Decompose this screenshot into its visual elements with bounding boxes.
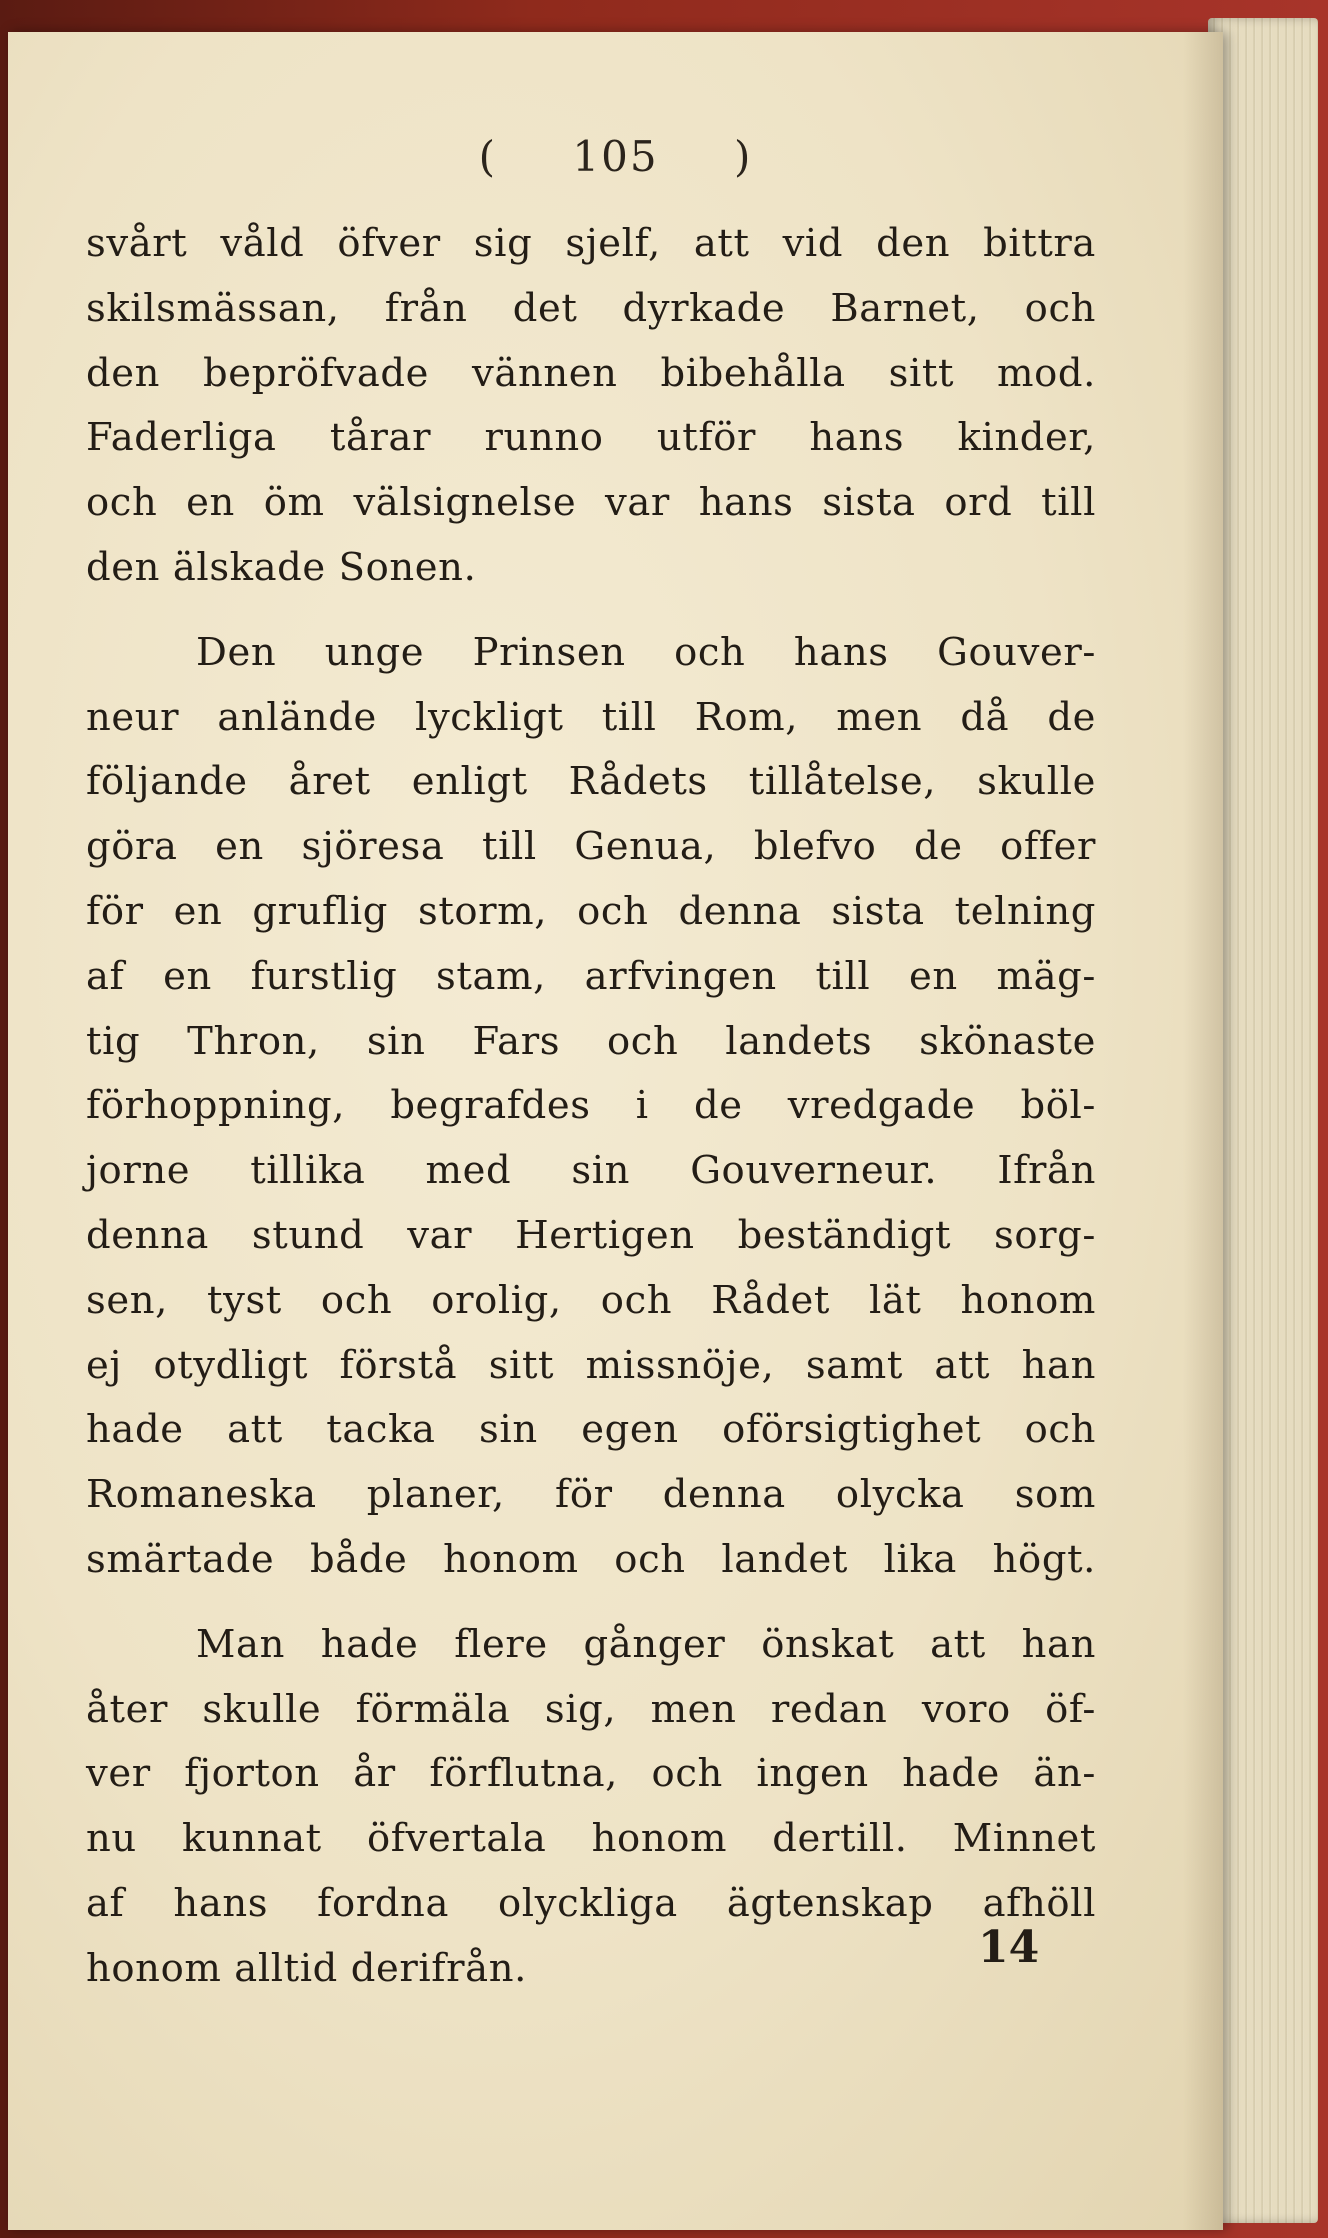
- text-line: förhoppning, begrafdes i de vredgade böl-: [86, 1083, 1096, 1129]
- header-right-bracket: ): [733, 132, 753, 181]
- page-number: 105: [572, 132, 659, 181]
- paragraph: [86, 1613, 1096, 2002]
- paragraph: [86, 621, 1096, 1593]
- text-line: svårt våld öfver sig sjelf, att vid den bittra: [86, 221, 1096, 266]
- text-line: tig Thron, sin Fars och landets skönaste: [86, 1018, 1096, 1064]
- signature-mark: 14: [978, 1922, 1040, 1973]
- text-line: den bepröfvade vännen bibehålla sitt mod.: [86, 350, 1096, 396]
- text-line: skilsmässan, från det dyrkade Barnet, och: [86, 285, 1096, 331]
- text-line: honom alltid derifrån.: [86, 1945, 527, 1991]
- text-line: hade att tacka sin egen oförsigtighet och: [86, 1407, 1096, 1453]
- text-line: af en furstlig stam, arfvingen till en mäg-: [86, 953, 1096, 999]
- text-line: göra en sjöresa till Genua, blefvo de offer: [86, 824, 1096, 870]
- text-line: neur anlände lyckligt till Rom, men då de: [86, 694, 1096, 740]
- page-edges: [1208, 18, 1318, 2223]
- text-line: följande året enligt Rådets tillåtelse, skulle: [86, 759, 1096, 805]
- text-line: ver fjorton år förflutna, och ingen hade än-: [86, 1751, 1096, 1797]
- text-line: Den unge Prinsen och hans Gouver-: [196, 629, 1096, 675]
- book-page: [8, 32, 1223, 2230]
- text-line: Faderliga tårar runno utför hans kinder,: [86, 415, 1096, 461]
- text-line: åter skulle förmäla sig, men redan voro öf-: [86, 1686, 1096, 1732]
- text-line: denna stund var Hertigen beständigt sorg-: [86, 1212, 1096, 1258]
- page-header: [8, 132, 1223, 181]
- header-left-bracket: (: [478, 132, 498, 181]
- text-line: ej otydligt förstå sitt missnöje, samt att han: [86, 1342, 1096, 1388]
- paragraph: [86, 212, 1096, 601]
- text-line: och en öm välsignelse var hans sista ord till: [86, 480, 1096, 526]
- text-line: af hans fordna olyckliga ägtenskap afhöll: [86, 1880, 1096, 1926]
- text-line: nu kunnat öfvertala honom dertill. Minnet: [86, 1816, 1096, 1862]
- text-line: Romaneska planer, för denna olycka som: [86, 1472, 1096, 1518]
- body-text: [86, 212, 1096, 2002]
- text-line: sen, tyst och orolig, och Rådet lät honom: [86, 1277, 1096, 1323]
- text-line: smärtade både honom och landet lika högt.: [86, 1536, 1096, 1582]
- text-line: Man hade flere gånger önskat att han: [196, 1621, 1096, 1667]
- text-line: jorne tillika med sin Gouverneur. Ifrån: [86, 1148, 1096, 1194]
- text-line: för en gruflig storm, och denna sista telning: [86, 888, 1096, 934]
- text-line: den älskade Sonen.: [86, 544, 477, 590]
